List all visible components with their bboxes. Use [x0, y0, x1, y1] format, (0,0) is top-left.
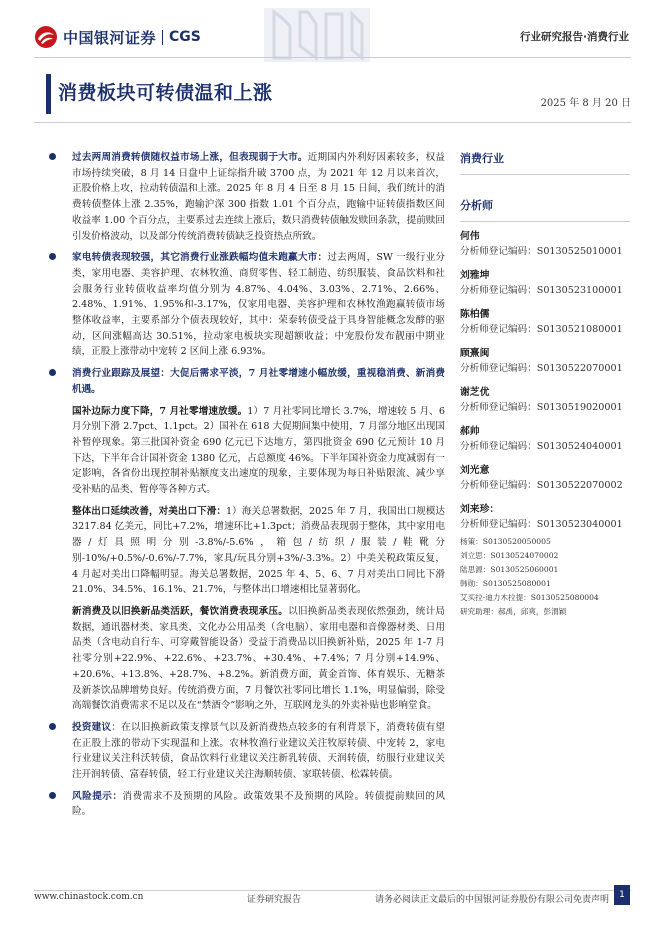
registration-code: S0130525010001 [536, 246, 623, 257]
analyst-name: 郝帅 [460, 426, 480, 437]
bullet-icon [49, 792, 56, 799]
researcher-entry: 刘立思：S0130524070002 [460, 550, 559, 560]
bullet-icon [49, 153, 56, 160]
researcher-entry: 研究助理：郝禹，邱爽，彭渭颖 [460, 606, 567, 616]
investment-advice-paragraph [47, 720, 445, 783]
analyst-section [460, 197, 630, 618]
paragraph-text: 过去两周，SW 一级行业分类，家用电器、美容护理、农林牧渔、商贸零售、轻工制造、纺织服装、食品饮料和社会服务行业转债收益率均值分别为 4.87%、4.04%、3.03%、2.71%、2.66%、2.48%、1.91%、1.95%和-3.17%，仅家用电器、美容护理和农林牧渔跑赢转债市场整体收益率，主要系部分个债表现较好，其中：荣泰转债受益于具身智能概念发酵的驱动，区间涨幅高达 30.51%，拉动家电板块实现超额收益；中宠股份发布靓丽中期业绩，正股上涨带动中宠转 2 区间上涨 6.93%。 [72, 252, 446, 358]
analyst-registration [460, 476, 630, 495]
appliance-paragraph [47, 250, 445, 360]
page-title: 消费板块可转债温和上涨 [58, 82, 273, 104]
report-date: 2025 年 8 月 20 日 [540, 98, 631, 109]
researcher-entry: 杨策：S0130520050005 [460, 537, 551, 546]
registration-label: 分析师登记编码： [460, 363, 537, 374]
footer-label: 证券研究报告 [247, 895, 302, 905]
subparagraph-head: 整体出口延续改善，对美出口下滑： [72, 505, 226, 517]
risk-paragraph [47, 789, 445, 820]
registration-code: S0130519020001 [536, 402, 623, 413]
researcher-entry: 艾买拉·迪力木拉提：S0130525080004 [460, 592, 599, 602]
analyst-registration [460, 320, 630, 339]
analyst-registration [460, 398, 630, 417]
bullet-icon [49, 253, 56, 260]
registration-code: S0130522070001 [536, 363, 623, 374]
header-divider [34, 57, 631, 58]
sidebar [460, 150, 630, 618]
registration-code: S0130522070002 [536, 480, 623, 491]
sidebar-divider [460, 221, 630, 222]
outlook-paragraph [47, 366, 445, 397]
paragraph-lead: 过去两周消费转债随权益市场上涨，但表现弱于大市。 [72, 152, 308, 163]
registration-label: 分析师登记编码： [460, 246, 537, 257]
registration-code: S0130521080001 [536, 324, 623, 335]
registration-label: 分析师登记编码： [460, 324, 537, 335]
subparagraph-head: 国补边际力度下降，7 月社零增速放缓。 [72, 405, 248, 417]
researcher-entry: 韩勋：S0130525080001 [460, 578, 551, 588]
footer-url[interactable]: www.chinastock.com.cn [34, 892, 144, 902]
analyst-name: 顾熹闽 [460, 348, 490, 359]
subparagraph-head: 新消费及以旧换新品类活跃，餐饮消费表现承压。 [72, 605, 289, 617]
page-number: 1 [614, 885, 630, 905]
registration-label: 分析师登记编码： [460, 519, 537, 530]
subsidy-subparagraph [47, 404, 445, 498]
other-researchers-list [460, 535, 630, 618]
title-accent-bar [46, 74, 51, 114]
registration-code: S0130523100001 [536, 285, 623, 296]
bullet-icon [49, 723, 56, 730]
sector-heading: 消费行业 [460, 152, 504, 165]
analyst-list [460, 228, 630, 534]
title-divider [34, 122, 631, 123]
brand-name-en: CGS [169, 29, 201, 45]
registration-label: 分析师登记编码： [460, 285, 537, 296]
analyst-name: 陈柏儒 [460, 309, 490, 320]
paragraph-text: 消费需求不及预期的风险。政策效果不及预期的风险。转债提前赎回的风险。 [72, 790, 446, 818]
analyst-registration [460, 242, 630, 261]
footer-divider [34, 890, 631, 891]
registration-label: 分析师登记编码： [460, 441, 537, 452]
report-body [47, 150, 445, 820]
analyst-registration [460, 437, 630, 456]
paragraph-lead: 风险提示： [72, 790, 123, 802]
paragraph-text: 近期国内外利好因素较多，权益市场持续突破，8 月 14 日盘中上证综指升破 3700 点，为 2021 年 12 月以来首次，正股价格上攻，拉动转债温和上涨。2025 年 8 月 4 日至 8 月 15 日间，我们统计的消费转债整体上涨 2.35%，跑输沪深 300 指数 1.01 个百分点，跑输中证转债指数区间收益率 1.00 个百分点，主要系过去连续上涨后，数只消费转债触发赎回条款，提前赎回引发价格波动，以及部分传统消费转债缺乏投资热点所致。 [72, 152, 446, 242]
summary-paragraph [47, 150, 445, 244]
cgs-logo-icon [34, 25, 58, 49]
registration-label: 分析师登记编码： [460, 402, 537, 413]
brand-divider [162, 30, 163, 45]
analyst-registration [460, 281, 630, 300]
subparagraph-text: 1）7 月社零同比增长 3.7%，增速较 5 月、6 月分别下滑 2.7pct、1.1pct。2）国补在 618 大促期间集中使用，7 月部分地区出现国补暂停现象。第三批国补资金 690 亿元已下达地方，第四批资金 690 亿元预计 10 月下达，下半年合计国补资金 1380 亿元，占总额度 46%。下半年国补资金力度减弱有一定影响，各省份出现控制补贴额度支出速度的现象，主要体现为每日补贴限流、减少享受补贴的品类、暂停等各种方式。 [72, 405, 445, 496]
subparagraph-text: 以旧换新品类表现依然强劲，统计局数据，通讯器材类、家具类、文化办公用品类（含电脑）、家用电器和音像器材类、日用品类（含电动自行车、可穿戴智能设备）受益于消费品以旧换新补贴，2025 年 1-7 月社零分别+22.9%、+22.6%、+23.7%、+30.4%、+7.4%；7 月分别+14.9%、+20.6%、+13.8%、+28.7%、+8.2%。新消费方面，黄金首饰、体育娱乐、无糖茶及新茶饮品牌增势良好。传统消费方面，7 月餐饮社零同比增长 1.1%，明显偏弱，除受高端餐饮消费需求不足以及在“禁酒令”影响之外，互联网龙头的外卖补贴也影响堂食。 [72, 605, 446, 712]
paragraph-text: ：在以旧换新政策支撑景气以及新消费热点较多的有利背景下，消费转债有望在正股上涨的带动下实现温和上涨。农林牧渔行业建议关注牧原转债、中宠转 2，家电行业建议关注科沃转债，食品饮料行业建议关注新乳转债、天润转债，纺服行业建议关注开润转债、富春转债，轻工行业建议关注海顺转债、家联转债、松霖转债。 [72, 721, 446, 781]
registration-code: S0130523040001 [536, 519, 623, 530]
subparagraph-text: 1）海关总署数据，2025 年 7 月，我国出口规模达 3217.84 亿美元，同比+7.2%，增速环比+1.3pct；消费品表现弱于整体，其中家用电器/灯具照明分别-3.8%/-5.6%，箱包/纺织/服装/鞋靴分别-10%/+0.5%/-0.6%/-7.7%，家具/玩具分别+3%/-3.3%。2）中美关税政策反复，4 月起对美出口降幅明显。海关总署数据，2025 年 4、5、6、7 月对美出口同比下滑 21.0%、34.5%、16.1%、21.7%，与整体出口增速相比显著弱化。 [72, 505, 445, 596]
analyst-name: 谢芝优 [460, 387, 490, 398]
registration-code: S0130524040001 [536, 441, 623, 452]
export-subparagraph [47, 504, 445, 598]
brand-name-cn: 中国银河证券 [63, 28, 157, 47]
bullet-icon [49, 369, 56, 376]
paragraph-lead: 投资建议 [72, 721, 112, 733]
header-watermark-graphic [262, 6, 372, 64]
paragraph-lead: 消费行业跟踪及展望：大促后需求平淡，7 月社零增速小幅放缓，重视稳消费、新消费机遇。 [72, 368, 445, 395]
analyst-registration [460, 515, 630, 534]
analyst-registration [460, 359, 630, 378]
page-header [0, 0, 662, 68]
analyst-name: 何伟 [460, 231, 480, 242]
analysts-heading: 分析师 [460, 199, 493, 212]
brand-logo [34, 24, 201, 50]
new-consumption-subparagraph [47, 604, 445, 714]
analyst-name: 刘来珍： [460, 504, 500, 515]
paragraph-lead: 家电转债表现较强，其它消费行业涨跌幅均值未跑赢大市： [72, 252, 328, 264]
footer-disclaimer: 请务必阅读正文最后的中国银河证券股份有限公司免责声明 [375, 895, 610, 905]
analyst-name: 刘雅坤 [460, 270, 490, 281]
researcher-entry: 陆思源：S0130525060001 [460, 564, 559, 574]
analyst-name: 刘光意 [460, 465, 490, 476]
sidebar-divider [460, 174, 630, 175]
report-category: 行业研究报告·消费行业 [520, 31, 629, 43]
registration-label: 分析师登记编码： [460, 480, 537, 491]
